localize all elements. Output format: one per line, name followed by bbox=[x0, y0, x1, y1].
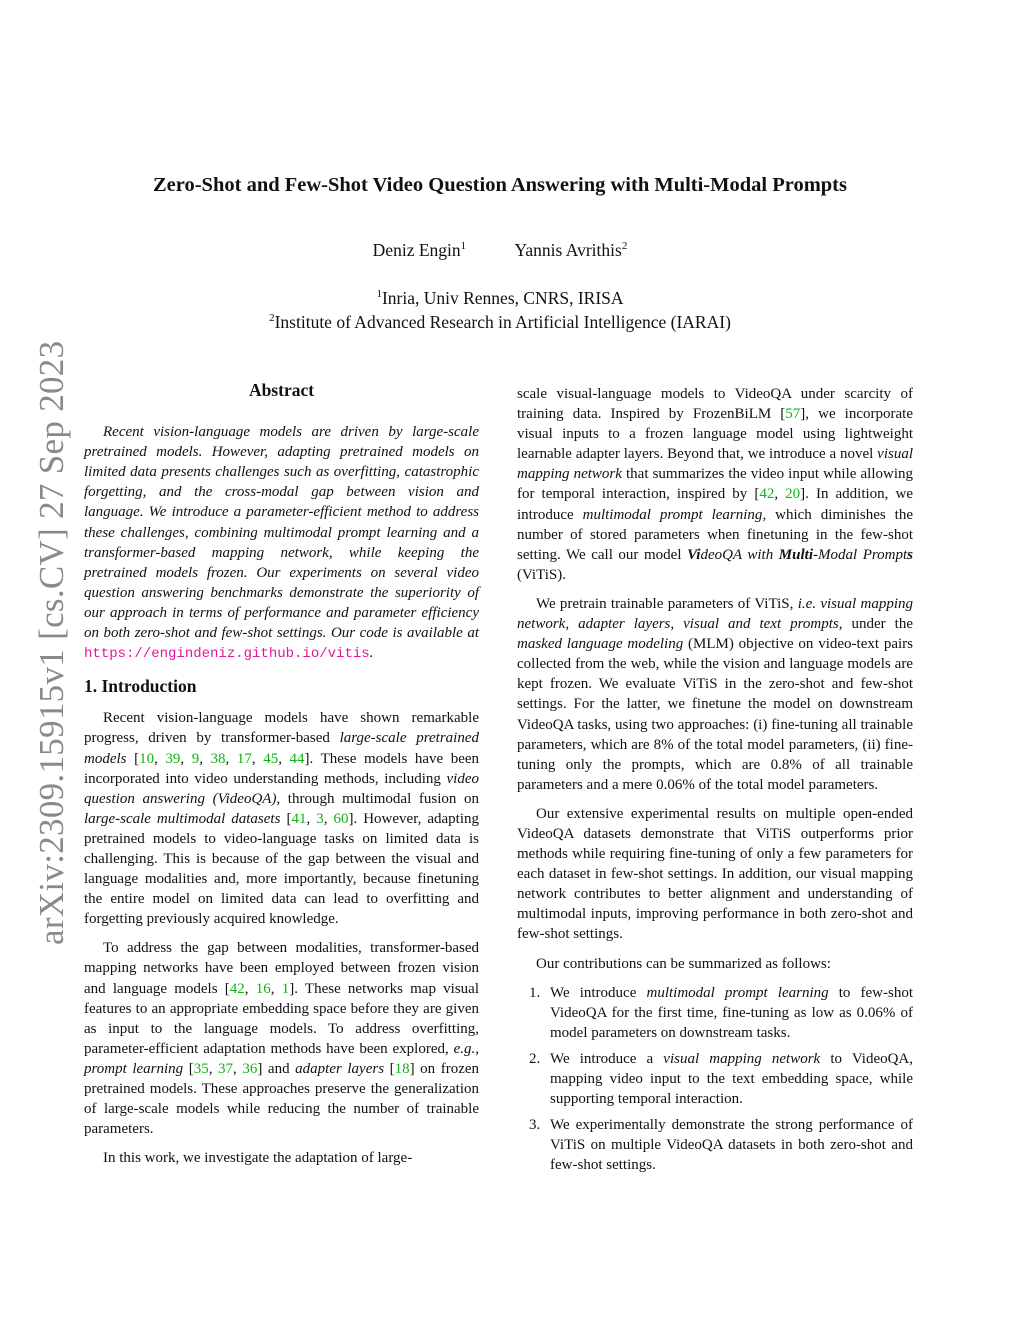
section-heading-introduction: 1. Introduction bbox=[84, 676, 197, 697]
citation[interactable]: 42 bbox=[759, 486, 775, 503]
code-link[interactable]: https://engindeniz.github.io/vitis bbox=[84, 646, 370, 663]
citation[interactable]: 35 bbox=[193, 1060, 209, 1077]
list-item: 3. We experimentally demonstrate the strong performance of ViTiS on multiple VideoQA datasets in both zero-shot and few-shot settings. bbox=[529, 1117, 913, 1174]
right-column bbox=[517, 384, 913, 1181]
paragraph: Our extensive experimental results on multiple open-ended VideoQA datasets demonstrate that ViTiS outperforms prior methods while requiring fine-tuning of only a few parameters for each dataset in few-shot settings. In addition, our visual mapping network contributes to better alignment and understanding of multimodal inputs, improving performance in both zero-shot and few-shot settings. bbox=[517, 805, 913, 943]
left-column bbox=[84, 380, 479, 1177]
paragraph: Our contributions can be summarized as follows: bbox=[536, 955, 831, 972]
author-name: Deniz Engin$^1$ bbox=[372, 240, 467, 260]
paragraph: To address the gap between modalities, transformer-based mapping networks have been employed between frozen vision and language models [42, 16, 1]. These networks map visual features to an appropriate embedding space before they are given as input to the language models. To address overfitting, parameter-efficient adaptation methods have been explored, e.g., prompt learning [35, 37, 36] and adapter layers [18] on frozen pretrained models. These approaches preserve the generalization of large-scale models while reducing the number of trainable parameters. bbox=[84, 940, 480, 1138]
citation[interactable]: 38 bbox=[210, 750, 226, 767]
citation[interactable]: 60 bbox=[333, 810, 349, 827]
citation[interactable]: 44 bbox=[289, 750, 305, 767]
paragraph: In this work, we investigate the adaptation of large- bbox=[103, 1150, 413, 1167]
citation[interactable]: 36 bbox=[242, 1060, 258, 1077]
list-item: 2. We introduce a visual mapping network to VideoQA, mapping video input to the text embedding space, while supporting temporal interaction. bbox=[529, 1050, 914, 1108]
citation[interactable]: 39 bbox=[165, 750, 181, 767]
paragraph: We pretrain trainable parameters of ViTiS, i.e. visual mapping network, adapter layers, visual and text prompts, under the masked language modeling (MLM) objective on video-text pairs collected from the web, while the vision and language models are kept frozen. We evaluate ViTiS in the zero-shot and few-shot settings. For the latter, we finetune the model on downstream VideoQA tasks, using two approaches: (i) fine-tuning all trainable parameters, which are 8% of the total model parameters, (ii) fine-tuning only the prompts, which are 0.8% of all trainable parameters and a mere 0.06% of the total model parameters. bbox=[517, 595, 913, 793]
affiliation: $^1$Inria, Univ Rennes, CNRS, IRISA bbox=[376, 288, 624, 308]
paragraph: scale visual-language models to VideoQA under scarcity of training data. Inspired by FrozenBiLM [57], we incorporate visual inputs to a frozen language model using lightweight learnable adapter layers. Beyond that, we introduce a novel visual mapping network that summarizes the video input while allowing for temporal interaction, inspired by [42, 20]. In addition, we introduce multimodal prompt learning, which diminishes the number of stored parameters when finetuning in the few-shot setting. We call our model VideoQA with Multi-Modal Prompts (ViTiS). bbox=[517, 386, 914, 583]
citation[interactable]: 1 bbox=[281, 980, 290, 997]
paragraph: Recent vision-language models have shown remarkable progress, driven by transformer-based large-scale pretrained models [10, 39, 9, 38, 17, 45, 44]. These models have been incorporated into video understanding methods, including video question answering (VideoQA), through multimodal fusion on large-scale multimodal datasets [41, 3, 60]. However, adapting pretrained models to video-language tasks on limited data is challenging. This is because of the gap between the visual and language modalities and, more importantly, because finetuning the entire model on limited data can lead to overfitting and forgetting previously acquired knowledge. bbox=[84, 710, 480, 928]
abstract-heading: Abstract bbox=[248, 380, 315, 400]
citation[interactable]: 57 bbox=[785, 406, 801, 423]
author-list bbox=[0, 240, 1000, 261]
citation[interactable]: 18 bbox=[394, 1060, 410, 1077]
affiliation: $^2$Institute of Advanced Research in Artificial Intelligence (IARAI) bbox=[269, 312, 731, 332]
citation[interactable]: 17 bbox=[236, 750, 252, 767]
citation[interactable]: 16 bbox=[255, 980, 271, 997]
citation[interactable]: 41 bbox=[291, 810, 307, 827]
contributions-list bbox=[517, 983, 913, 1176]
citation[interactable]: 3 bbox=[316, 810, 324, 827]
abstract-text: Recent vision-language models are driven by large-scale pretrained models. However, adapting pretrained models on limited data presents challenges such as overfitting, catastrophic forgetting, and the cross-modal gap between vision and language. We introduce a parameter-efficient method to address these challenges, combining multimodal prompt learning and a transformer-based mapping network, while keeping the pretrained models frozen. Our experiments on several video question answering benchmarks demonstrate the superiority of our approach in terms of performance and parameter efficiency on both zero-shot and few-shot settings. Our code is available at https://engindeniz.github.io/vitis. bbox=[84, 424, 479, 663]
citation[interactable]: 37 bbox=[218, 1060, 234, 1077]
arxiv-identifier: arXiv:2309.15915v1 [cs.CV] 27 Sep 2023 bbox=[32, 340, 71, 945]
citation[interactable]: 42 bbox=[229, 980, 245, 997]
model-name: VideoQA with Multi-Modal Prompts bbox=[687, 546, 914, 563]
citation[interactable]: 10 bbox=[139, 750, 155, 767]
citation[interactable]: 45 bbox=[263, 750, 279, 767]
paper-title: Zero-Shot and Few-Shot Video Question Answering with Multi-Modal Prompts bbox=[152, 174, 847, 196]
author-name: Yannis Avrithis$^2$ bbox=[514, 240, 628, 260]
citation[interactable]: 9 bbox=[191, 750, 200, 767]
list-item: 1. We introduce multimodal prompt learning to few-shot VideoQA for the first time, fine-tuning as low as 0.06% of model parameters on downstream tasks. bbox=[529, 984, 914, 1041]
citation[interactable]: 20 bbox=[785, 486, 801, 503]
